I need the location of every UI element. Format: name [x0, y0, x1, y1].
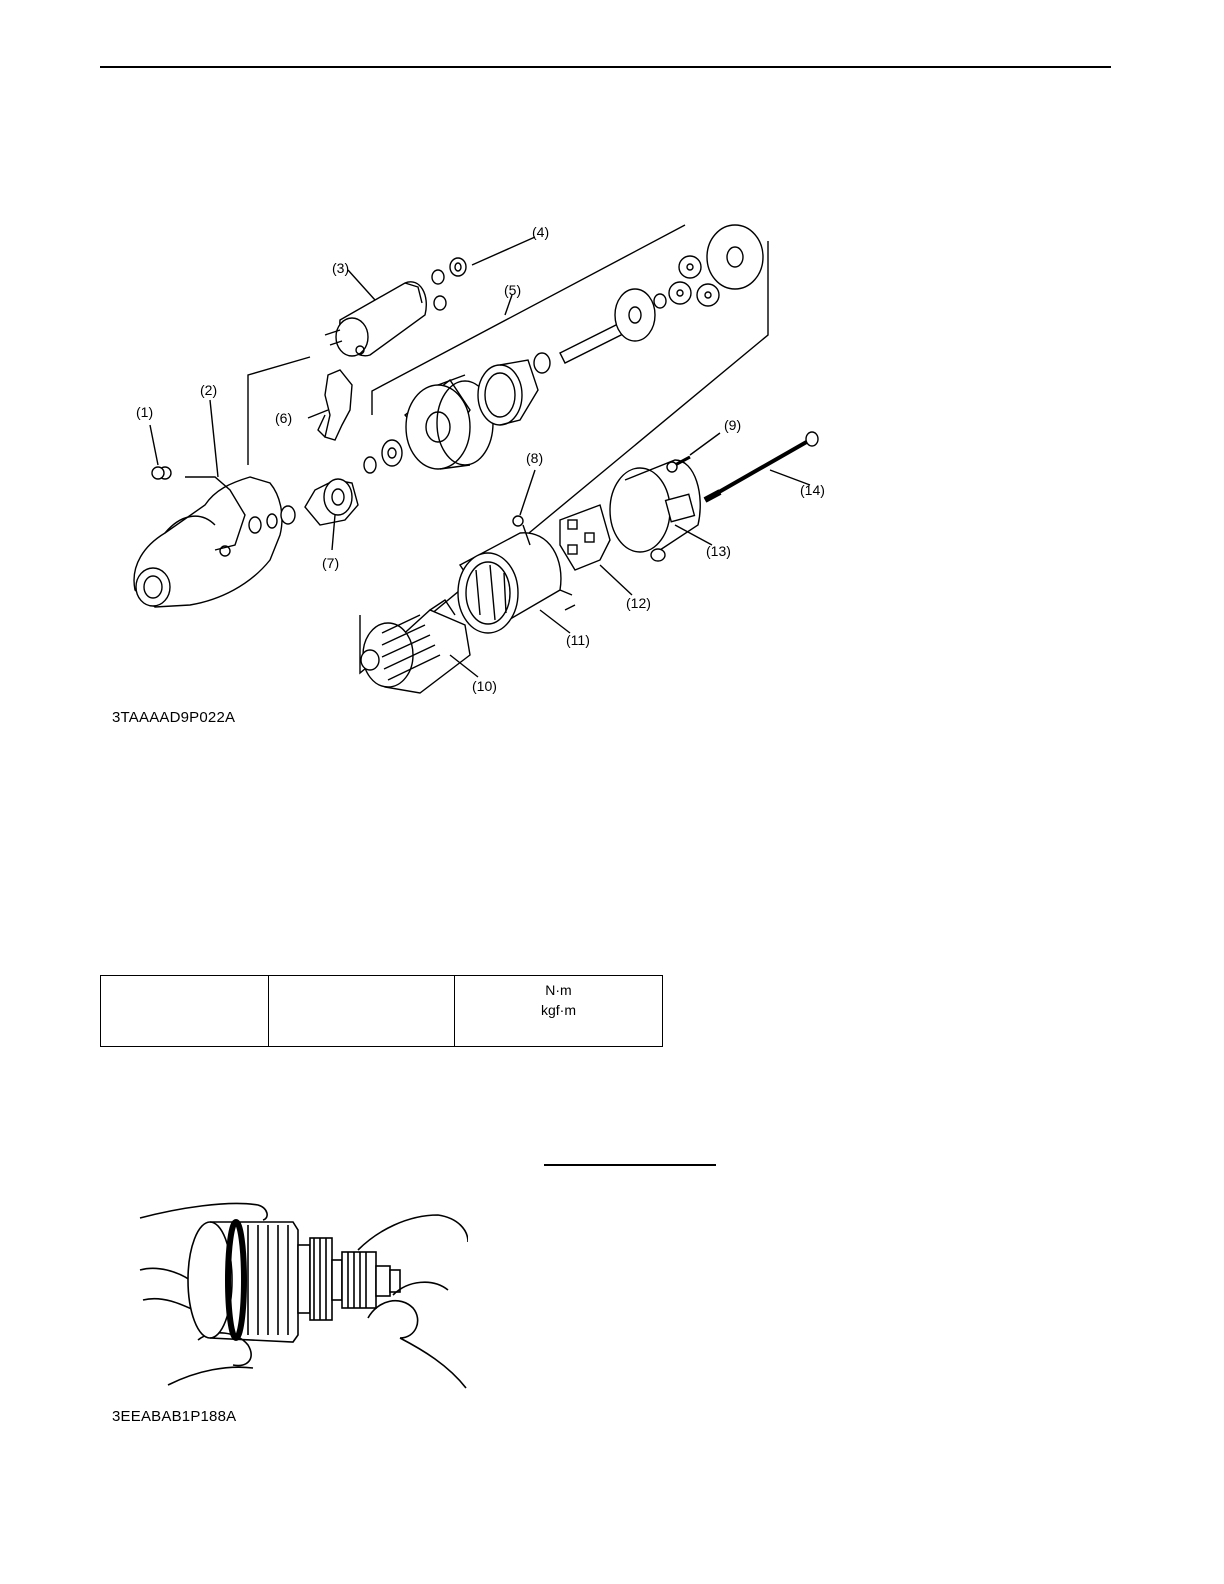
- torque-size-cell: [269, 976, 455, 1047]
- callout-6: (6): [275, 410, 293, 426]
- callout-2: (2): [200, 382, 218, 398]
- overrunning-clutch: [305, 479, 358, 525]
- gear-ring: [478, 360, 538, 425]
- figure-1-code: 3TAAAAD9P022A: [112, 709, 236, 726]
- torque-unit-cell: [455, 976, 663, 1047]
- rear-end-frame: [610, 460, 700, 561]
- pinion-gear: [342, 1252, 400, 1308]
- brush-holder: [560, 505, 610, 570]
- magnet-switch: [325, 282, 426, 356]
- torque-item-cell: [101, 976, 269, 1047]
- callout-1: (1): [136, 404, 154, 420]
- header-rule: [100, 66, 1111, 68]
- callout-8: (8): [526, 450, 544, 466]
- overrunning-clutch-check-drawing: [138, 1200, 468, 1390]
- torque-table: [100, 975, 663, 1047]
- hands-holding-starter-illustration: [138, 1200, 468, 1390]
- callout-12: (12): [626, 595, 651, 611]
- heading-underline: [544, 1164, 716, 1166]
- figure-2-code: 3EEABAB1P188A: [112, 1408, 237, 1425]
- callout-11: (11): [566, 632, 590, 648]
- drive-end-frame: [134, 467, 282, 607]
- exploded-view-drawing: [120, 215, 840, 695]
- callout-4: (4): [532, 224, 550, 240]
- callout-3: (3): [332, 260, 350, 276]
- callout-10: (10): [472, 678, 497, 694]
- callout-7: (7): [322, 555, 340, 571]
- drive-housing: [188, 1222, 298, 1342]
- unit-newton-meter: N·m: [545, 982, 572, 998]
- starter-exploded-diagram: [120, 215, 840, 695]
- callout-5: (5): [504, 282, 522, 298]
- yoke: [458, 533, 575, 633]
- unit-kgf-meter: kgf·m: [541, 1002, 576, 1018]
- callout-9: (9): [724, 417, 742, 433]
- callout-13: (13): [706, 543, 731, 559]
- armature: [361, 600, 470, 693]
- planetary-shaft: [534, 289, 666, 373]
- shift-lever: [318, 370, 352, 440]
- callout-14: (14): [800, 482, 825, 498]
